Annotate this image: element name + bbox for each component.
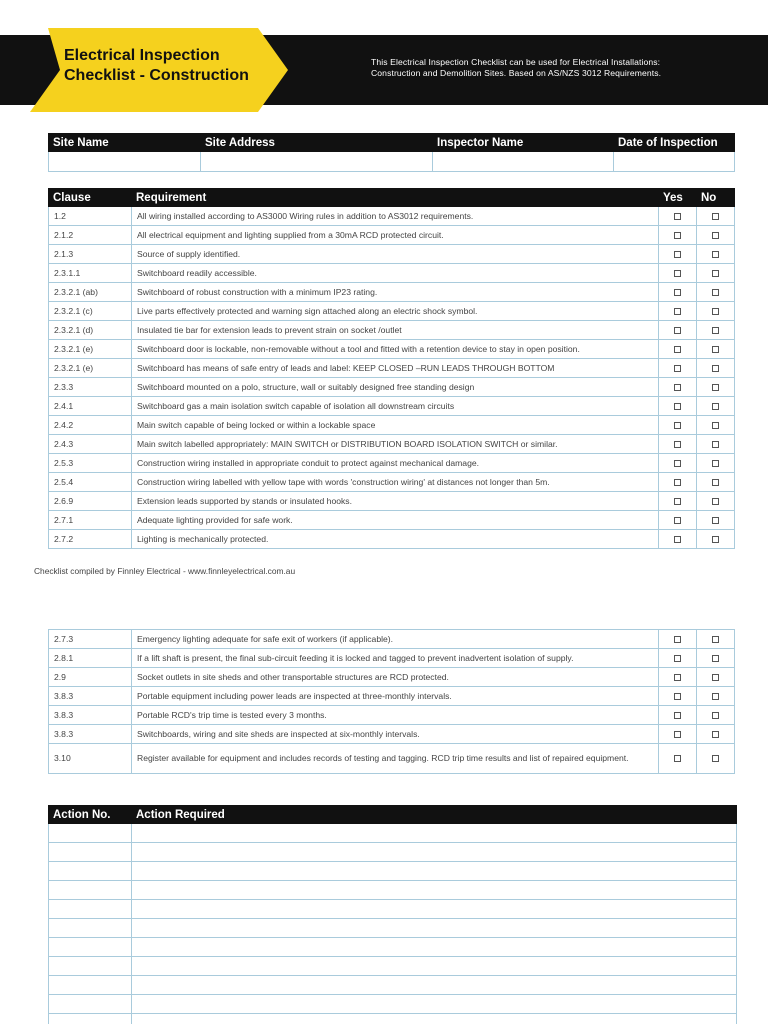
no-header: No	[697, 189, 735, 207]
inspector-name-header: Inspector Name	[433, 134, 614, 152]
requirement-cell: If a lift shaft is present, the final sub-circuit feeding it is locked and tagged to prevent inadvertent isolation of supply.	[132, 649, 659, 668]
requirement-cell: Insulated tie bar for extension leads to prevent strain on socket /outlet	[132, 321, 659, 340]
requirement-cell: Portable RCD's trip time is tested every 3 months.	[132, 706, 659, 725]
action-required-field[interactable]	[132, 900, 737, 919]
date-of-inspection-field[interactable]	[614, 152, 735, 172]
no-cell	[697, 226, 735, 245]
clause-cell: 2.3.3	[49, 378, 132, 397]
requirement-cell: Switchboard mounted on a polo, structure, wall or suitably designed free standing design	[132, 378, 659, 397]
site-details-table	[48, 133, 735, 172]
requirement-cell: Lighting is mechanically protected.	[132, 530, 659, 549]
no-checkbox[interactable]	[712, 712, 719, 719]
no-checkbox[interactable]	[712, 422, 719, 429]
clause-cell: 2.8.1	[49, 649, 132, 668]
no-checkbox[interactable]	[712, 636, 719, 643]
site-name-field[interactable]	[49, 152, 201, 172]
checklist-row	[49, 725, 735, 744]
clause-cell: 1.2	[49, 207, 132, 226]
yes-cell	[659, 207, 697, 226]
action-no-field[interactable]	[49, 900, 132, 919]
checklist-row	[49, 245, 735, 264]
checklist-row	[49, 435, 735, 454]
requirement-cell: Main switch capable of being locked or within a lockable space	[132, 416, 659, 435]
yes-cell	[659, 473, 697, 492]
action-required-field[interactable]	[132, 919, 737, 938]
requirement-cell: Switchboard of robust construction with a minimum IP23 rating.	[132, 283, 659, 302]
requirement-cell: Live parts effectively protected and warning sign attached along an electric shock symbol.	[132, 302, 659, 321]
action-no-field[interactable]	[49, 976, 132, 995]
action-row	[49, 995, 737, 1014]
clause-header: Clause	[49, 189, 132, 207]
clause-cell: 2.7.1	[49, 511, 132, 530]
checklist-row	[49, 511, 735, 530]
yes-checkbox[interactable]	[674, 498, 681, 505]
no-checkbox[interactable]	[712, 251, 719, 258]
requirement-cell: Portable equipment including power leads are inspected at three-monthly intervals.	[132, 687, 659, 706]
no-checkbox[interactable]	[712, 674, 719, 681]
action-no-field[interactable]	[49, 957, 132, 976]
no-checkbox[interactable]	[712, 479, 719, 486]
no-checkbox[interactable]	[712, 536, 719, 543]
yes-checkbox[interactable]	[674, 251, 681, 258]
yes-checkbox[interactable]	[674, 346, 681, 353]
action-no-field[interactable]	[49, 843, 132, 862]
no-cell	[697, 416, 735, 435]
yes-cell	[659, 687, 697, 706]
yes-checkbox[interactable]	[674, 693, 681, 700]
yes-checkbox[interactable]	[674, 308, 681, 315]
action-row	[49, 919, 737, 938]
requirement-cell: Extension leads supported by stands or insulated hooks.	[132, 492, 659, 511]
yes-cell	[659, 264, 697, 283]
checklist-table	[48, 188, 735, 549]
title-line-2: Checklist - Construction	[64, 67, 249, 84]
yes-checkbox[interactable]	[674, 365, 681, 372]
yes-checkbox[interactable]	[674, 232, 681, 239]
requirement-cell: Register available for equipment and includes records of testing and tagging. RCD trip time results and list of repaired equipment.	[132, 744, 659, 774]
no-cell	[697, 687, 735, 706]
checklist-row	[49, 359, 735, 378]
yes-checkbox[interactable]	[674, 289, 681, 296]
action-no-field[interactable]	[49, 862, 132, 881]
yes-checkbox[interactable]	[674, 422, 681, 429]
no-cell	[697, 302, 735, 321]
action-row	[49, 881, 737, 900]
no-cell	[697, 359, 735, 378]
checklist-row	[49, 744, 735, 774]
no-checkbox[interactable]	[712, 270, 719, 277]
requirement-cell: Switchboards, wiring and site sheds are inspected at six-monthly intervals.	[132, 725, 659, 744]
clause-cell: 2.5.4	[49, 473, 132, 492]
checklist-row	[49, 226, 735, 245]
action-row	[49, 900, 737, 919]
yes-checkbox[interactable]	[674, 517, 681, 524]
no-checkbox[interactable]	[712, 441, 719, 448]
no-checkbox[interactable]	[712, 346, 719, 353]
action-row	[49, 976, 737, 995]
yes-cell	[659, 321, 697, 340]
action-required-field[interactable]	[132, 976, 737, 995]
yes-cell	[659, 649, 697, 668]
no-checkbox[interactable]	[712, 460, 719, 467]
clause-cell: 2.4.1	[49, 397, 132, 416]
clause-cell: 2.3.2.1 (e)	[49, 340, 132, 359]
action-required-field[interactable]	[132, 881, 737, 900]
yes-checkbox[interactable]	[674, 213, 681, 220]
title-line-1: Electrical Inspection	[64, 47, 220, 64]
no-cell	[697, 492, 735, 511]
action-row	[49, 938, 737, 957]
yes-cell	[659, 378, 697, 397]
yes-checkbox[interactable]	[674, 384, 681, 391]
clause-cell: 2.9	[49, 668, 132, 687]
clause-cell: 2.3.2.1 (e)	[49, 359, 132, 378]
clause-cell: 2.1.2	[49, 226, 132, 245]
date-of-inspection-header: Date of Inspection	[614, 134, 735, 152]
no-cell	[697, 649, 735, 668]
page-title	[64, 46, 249, 86]
yes-cell	[659, 226, 697, 245]
yes-cell	[659, 530, 697, 549]
action-no-field[interactable]	[49, 824, 132, 843]
action-required-header: Action Required	[132, 806, 737, 824]
yes-cell	[659, 416, 697, 435]
action-required-field[interactable]	[132, 824, 737, 843]
yes-cell	[659, 435, 697, 454]
no-checkbox[interactable]	[712, 403, 719, 410]
checklist-row	[49, 687, 735, 706]
checklist-row	[49, 454, 735, 473]
checklist-row	[49, 706, 735, 725]
checklist-row	[49, 492, 735, 511]
no-checkbox[interactable]	[712, 755, 719, 762]
no-cell	[697, 744, 735, 774]
no-cell	[697, 454, 735, 473]
no-checkbox[interactable]	[712, 384, 719, 391]
checklist-row	[49, 473, 735, 492]
action-row	[49, 862, 737, 881]
footer-note: Checklist compiled by Finnley Electrical - www.finnleyelectrical.com.au	[34, 566, 296, 576]
clause-cell: 2.7.3	[49, 630, 132, 649]
yes-cell	[659, 511, 697, 530]
yes-cell	[659, 454, 697, 473]
action-no-field[interactable]	[49, 938, 132, 957]
action-row	[49, 824, 737, 843]
site-address-header: Site Address	[201, 134, 433, 152]
site-address-field[interactable]	[201, 152, 433, 172]
no-cell	[697, 725, 735, 744]
requirement-cell: Emergency lighting adequate for safe exit of workers (if applicable).	[132, 630, 659, 649]
no-checkbox[interactable]	[712, 498, 719, 505]
requirement-cell: Switchboard has means of safe entry of leads and label: KEEP CLOSED –RUN LEADS THROUGH BOTTOM	[132, 359, 659, 378]
yes-checkbox[interactable]	[674, 674, 681, 681]
yes-checkbox[interactable]	[674, 731, 681, 738]
yes-checkbox[interactable]	[674, 712, 681, 719]
checklist-row	[49, 207, 735, 226]
checklist-row	[49, 416, 735, 435]
yes-cell	[659, 340, 697, 359]
requirement-cell: Switchboard gas a main isolation switch capable of isolation all downstream circuits	[132, 397, 659, 416]
no-cell	[697, 435, 735, 454]
checklist-row	[49, 630, 735, 649]
checklist-row	[49, 378, 735, 397]
yes-checkbox[interactable]	[674, 460, 681, 467]
site-details-header-row	[49, 134, 735, 152]
no-cell	[697, 264, 735, 283]
yes-checkbox[interactable]	[674, 327, 681, 334]
no-checkbox[interactable]	[712, 289, 719, 296]
yes-cell	[659, 706, 697, 725]
requirement-cell: All electrical equipment and lighting supplied from a 30mA RCD protected circuit.	[132, 226, 659, 245]
requirement-cell: Adequate lighting provided for safe work.	[132, 511, 659, 530]
action-required-field[interactable]	[132, 862, 737, 881]
no-cell	[697, 473, 735, 492]
no-checkbox[interactable]	[712, 693, 719, 700]
yes-cell	[659, 725, 697, 744]
requirement-cell: Source of supply identified.	[132, 245, 659, 264]
clause-cell: 2.3.1.1	[49, 264, 132, 283]
yes-checkbox[interactable]	[674, 655, 681, 662]
yes-cell	[659, 397, 697, 416]
action-required-field[interactable]	[132, 957, 737, 976]
no-cell	[697, 668, 735, 687]
action-row	[49, 843, 737, 862]
no-checkbox[interactable]	[712, 308, 719, 315]
site-name-header: Site Name	[49, 134, 201, 152]
requirement-cell: Main switch labelled appropriately: MAIN SWITCH or DISTRIBUTION BOARD ISOLATION SWITCH or similar.	[132, 435, 659, 454]
clause-cell: 2.5.3	[49, 454, 132, 473]
no-cell	[697, 511, 735, 530]
clause-cell: 3.8.3	[49, 706, 132, 725]
requirement-cell: Socket outlets in site sheds and other transportable structures are RCD protected.	[132, 668, 659, 687]
clause-cell: 2.7.2	[49, 530, 132, 549]
clause-cell: 2.6.9	[49, 492, 132, 511]
yes-header: Yes	[659, 189, 697, 207]
clause-cell: 2.3.2.1 (ab)	[49, 283, 132, 302]
intro-line-2: Construction and Demolition Sites. Based on AS/NZS 3012 Requirements.	[371, 68, 662, 78]
site-details-input-row	[49, 152, 735, 172]
no-checkbox[interactable]	[712, 213, 719, 220]
action-row	[49, 957, 737, 976]
action-row	[49, 1014, 737, 1024]
intro-line-1: This Electrical Inspection Checklist can be used for Electrical Installations:	[371, 57, 661, 67]
clause-cell: 2.3.2.1 (c)	[49, 302, 132, 321]
requirement-header: Requirement	[132, 189, 659, 207]
no-cell	[697, 397, 735, 416]
action-required-field[interactable]	[132, 843, 737, 862]
clause-cell: 2.4.3	[49, 435, 132, 454]
yes-checkbox[interactable]	[674, 441, 681, 448]
checklist-row	[49, 397, 735, 416]
checklist-table-continued	[48, 629, 735, 774]
checklist-row	[49, 321, 735, 340]
checklist-row	[49, 668, 735, 687]
no-cell	[697, 378, 735, 397]
no-checkbox[interactable]	[712, 232, 719, 239]
checklist-row	[49, 264, 735, 283]
clause-cell: 2.4.2	[49, 416, 132, 435]
checklist-row	[49, 340, 735, 359]
intro-text	[371, 57, 751, 79]
clause-cell: 3.8.3	[49, 687, 132, 706]
yes-checkbox[interactable]	[674, 403, 681, 410]
clause-cell: 3.8.3	[49, 725, 132, 744]
action-table	[48, 805, 737, 1024]
checklist-row	[49, 302, 735, 321]
action-no-field[interactable]	[49, 995, 132, 1014]
clause-cell: 2.1.3	[49, 245, 132, 264]
clause-cell: 2.3.2.1 (d)	[49, 321, 132, 340]
yes-cell	[659, 359, 697, 378]
checklist-header-row	[49, 189, 735, 207]
yes-checkbox[interactable]	[674, 479, 681, 486]
yes-cell	[659, 302, 697, 321]
action-required-field[interactable]	[132, 995, 737, 1014]
no-checkbox[interactable]	[712, 365, 719, 372]
yes-cell	[659, 630, 697, 649]
no-checkbox[interactable]	[712, 655, 719, 662]
yes-cell	[659, 744, 697, 774]
action-no-field[interactable]	[49, 881, 132, 900]
action-required-field[interactable]	[132, 1014, 737, 1024]
yes-cell	[659, 668, 697, 687]
no-cell	[697, 706, 735, 725]
yes-cell	[659, 283, 697, 302]
yes-cell	[659, 245, 697, 264]
no-cell	[697, 630, 735, 649]
no-checkbox[interactable]	[712, 327, 719, 334]
requirement-cell: Switchboard readily accessible.	[132, 264, 659, 283]
no-checkbox[interactable]	[712, 517, 719, 524]
checklist-row	[49, 283, 735, 302]
no-checkbox[interactable]	[712, 731, 719, 738]
no-cell	[697, 530, 735, 549]
inspector-name-field[interactable]	[433, 152, 614, 172]
action-no-field[interactable]	[49, 1014, 132, 1024]
action-required-field[interactable]	[132, 938, 737, 957]
requirement-cell: Construction wiring installed in appropriate conduit to protect against mechanical damage.	[132, 454, 659, 473]
no-cell	[697, 283, 735, 302]
checklist-row	[49, 530, 735, 549]
requirement-cell: Switchboard door is lockable, non-removable without a tool and fitted with a retention device to stay in open position.	[132, 340, 659, 359]
no-cell	[697, 340, 735, 359]
action-header-row	[49, 806, 737, 824]
clause-cell: 3.10	[49, 744, 132, 774]
no-cell	[697, 207, 735, 226]
action-no-field[interactable]	[49, 919, 132, 938]
no-cell	[697, 321, 735, 340]
checklist-row	[49, 649, 735, 668]
yes-cell	[659, 492, 697, 511]
yes-checkbox[interactable]	[674, 636, 681, 643]
requirement-cell: Construction wiring labelled with yellow tape with words 'construction wiring' at distances not longer than 5m.	[132, 473, 659, 492]
yes-checkbox[interactable]	[674, 270, 681, 277]
yes-checkbox[interactable]	[674, 755, 681, 762]
action-no-header: Action No.	[49, 806, 132, 824]
yes-checkbox[interactable]	[674, 536, 681, 543]
no-cell	[697, 245, 735, 264]
requirement-cell: All wiring installed according to AS3000 Wiring rules in addition to AS3012 requirements.	[132, 207, 659, 226]
